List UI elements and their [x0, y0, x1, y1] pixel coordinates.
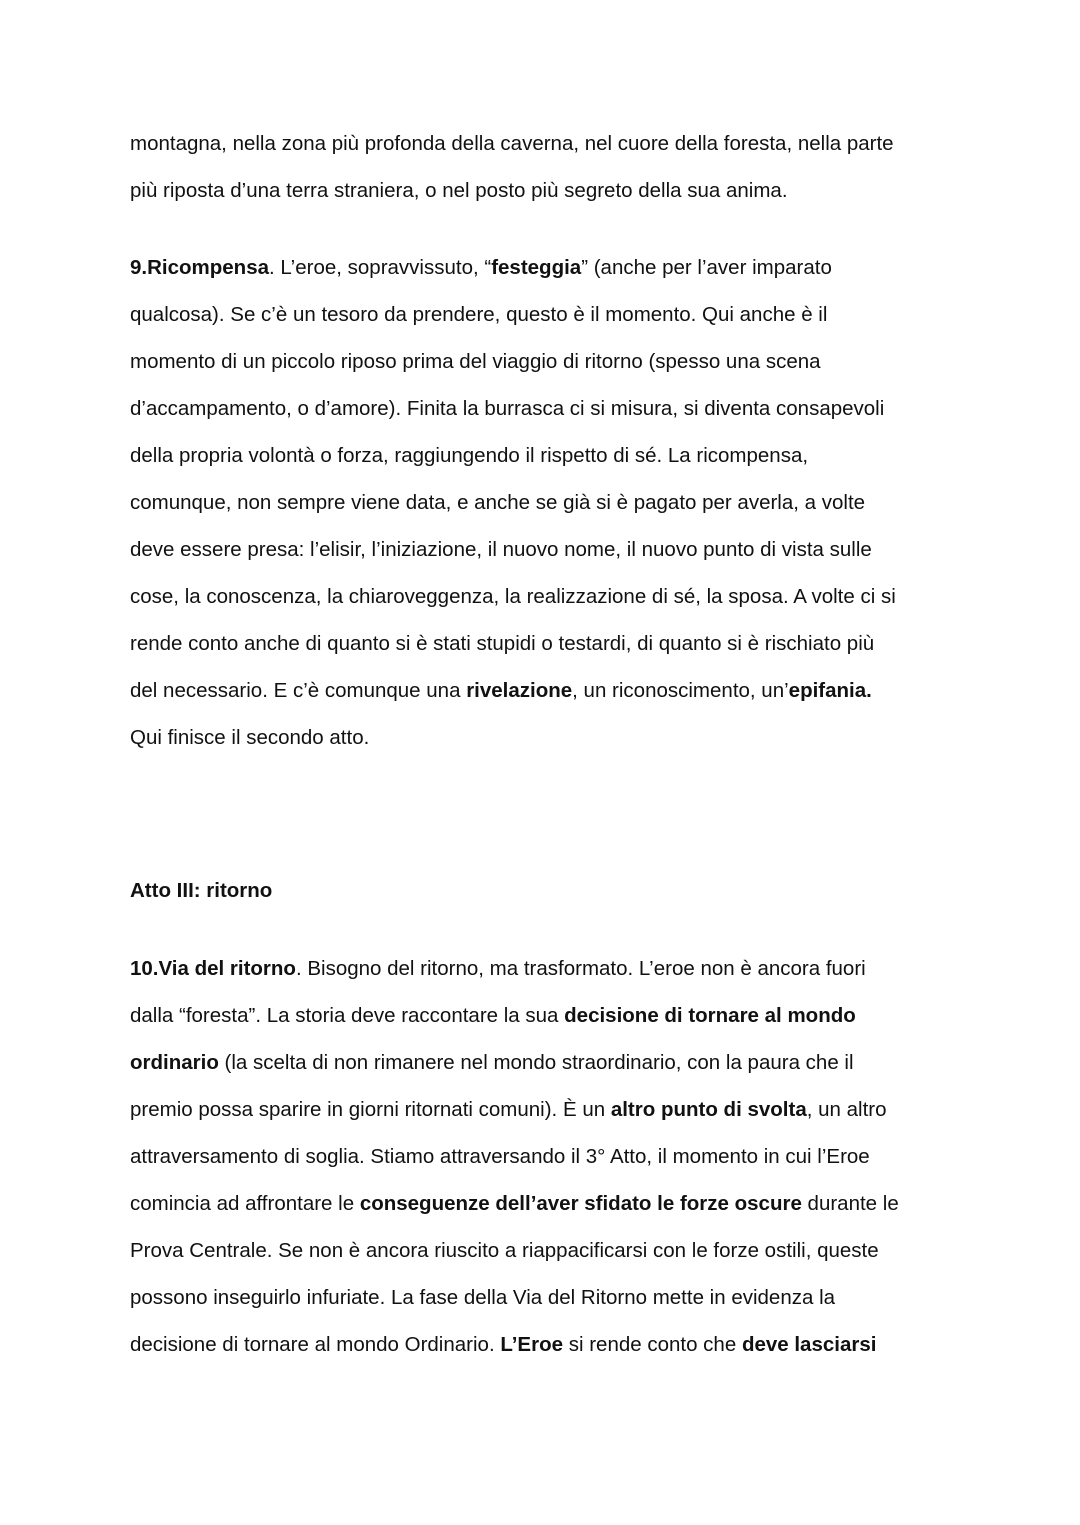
text-run: , un altro: [806, 1098, 887, 1121]
bold-run: deve lasciarsi: [741, 1333, 877, 1356]
bold-run: rivelazione: [466, 679, 573, 702]
text-run: ” (anche per l’aver imparato: [581, 256, 832, 279]
text-run: rende conto anche di quanto si è stati stupidi o testardi, di quanto si è rischiato più: [130, 632, 875, 655]
text-line: [130, 432, 960, 479]
text-run: comunque, non sempre viene data, e anche se già si è pagato per averla, a volte: [130, 491, 866, 514]
bold-run: epifania.: [788, 679, 872, 702]
text-run: , un riconoscimento, un’: [572, 679, 789, 702]
section-title-ricompensa: 9.Ricompensa: [130, 256, 269, 279]
text-run: attraversamento di soglia. Stiamo attraversando il 3° Atto, il momento in cui l’Eroe: [130, 1145, 870, 1168]
text-run: Prova Centrale. Se non è ancora riuscito a riappacificarsi con le forze ostili, queste: [130, 1239, 879, 1262]
text-line: [130, 291, 960, 338]
text-run: si rende conto che: [563, 1333, 742, 1356]
text-run: possono inseguirlo infuriate. La fase della Via del Ritorno mette in evidenza la: [130, 1286, 836, 1309]
text-line: [130, 714, 960, 761]
bold-run: decisione di tornare al mondo: [564, 1004, 856, 1027]
bold-run: ordinario: [130, 1051, 219, 1074]
text-line: [130, 667, 960, 714]
paragraph-continuation: [130, 120, 960, 214]
act3-heading-block: [130, 867, 960, 914]
text-line: [130, 992, 960, 1039]
bold-run: altro punto di svolta: [610, 1098, 807, 1121]
bold-run: conseguenze dell’aver sfidato le forze oscure: [359, 1192, 802, 1215]
section-title-via-del-ritorno: 10.Via del ritorno: [130, 957, 296, 980]
text-line: [130, 1321, 960, 1368]
text-run: deve essere presa: l’elisir, l’iniziazione, il nuovo nome, il nuovo punto di vista sulle: [130, 538, 872, 561]
text-run: qualcosa). Se c’è un tesoro da prendere, questo è il momento. Qui anche è il: [130, 303, 828, 326]
text-line: [130, 573, 960, 620]
text-run: del necessario. E c’è comunque una: [130, 679, 467, 702]
act-heading: Atto III: ritorno: [130, 879, 273, 902]
text-run: Qui finisce il secondo atto.: [130, 726, 370, 749]
text-run: montagna, nella zona più profonda della caverna, nel cuore della foresta, nella parte: [130, 132, 894, 155]
paragraph-ricompensa: [130, 244, 960, 761]
text-run: durante le: [801, 1192, 899, 1215]
text-line: [130, 338, 960, 385]
text-line: [130, 244, 960, 291]
text-run: comincia ad affrontare le: [130, 1192, 360, 1215]
paragraph-via-del-ritorno: [130, 945, 960, 1368]
text-line: [130, 1133, 960, 1180]
text-run: decisione di tornare al mondo Ordinario.: [130, 1333, 501, 1356]
text-line: [130, 1039, 960, 1086]
text-run: . Bisogno del ritorno, ma trasformato. L’eroe non è ancora fuori: [295, 957, 866, 980]
text-run: dalla “foresta”. La storia deve raccontare la sua: [130, 1004, 565, 1027]
text-run: (la scelta di non rimanere nel mondo straordinario, con la paura che il: [218, 1051, 854, 1074]
text-line: [130, 1227, 960, 1274]
text-line: [130, 1180, 960, 1227]
text-line: [130, 167, 960, 214]
text-line: [130, 479, 960, 526]
bold-run: L’Eroe: [500, 1333, 564, 1356]
text-run: cose, la conoscenza, la chiaroveggenza, la realizzazione di sé, la sposa. A volte ci si: [130, 585, 896, 608]
text-run: d’accampamento, o d’amore). Finita la burrasca ci si misura, si diventa consapevoli: [130, 397, 885, 420]
text-run: . L’eroe, sopravvissuto, “: [269, 256, 492, 279]
text-run: momento di un piccolo riposo prima del viaggio di ritorno (spesso una scena: [130, 350, 821, 373]
bold-run: festeggia: [491, 256, 582, 279]
text-line: [130, 120, 960, 167]
text-line: [130, 385, 960, 432]
text-line: [130, 526, 960, 573]
text-line: [130, 620, 960, 667]
text-line: [130, 1274, 960, 1321]
text-run: della propria volontà o forza, raggiungendo il rispetto di sé. La ricompensa,: [130, 444, 809, 467]
text-run: più riposta d’una terra straniera, o nel posto più segreto della sua anima.: [130, 179, 788, 202]
text-run: premio possa sparire in giorni ritornati comuni). È un: [130, 1098, 611, 1121]
text-line: [130, 945, 960, 992]
text-line: [130, 1086, 960, 1133]
